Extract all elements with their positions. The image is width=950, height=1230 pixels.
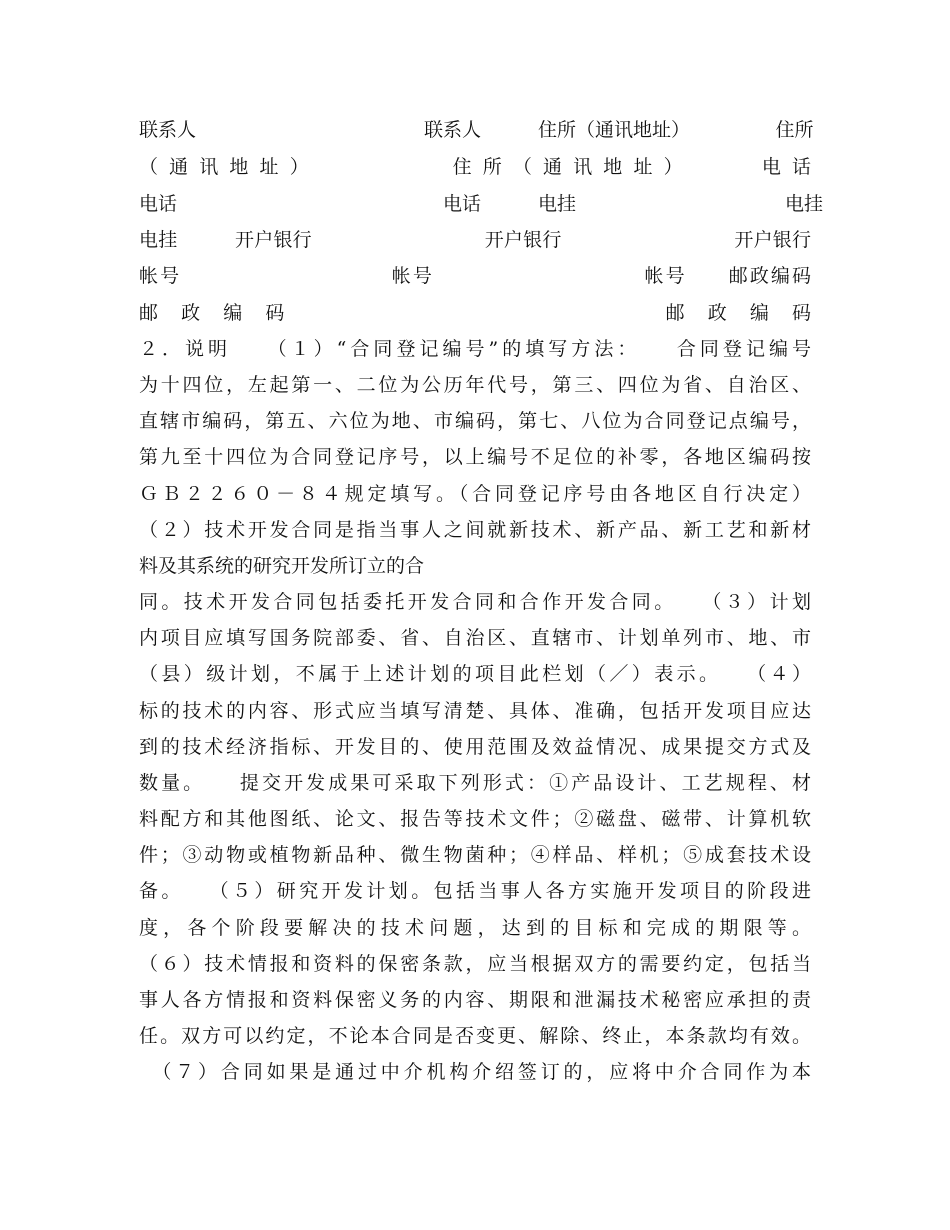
- text-line-10: 第九至十四位为合同登记序号，以上编号不足位的补零，各地区编码按: [139, 446, 811, 468]
- text-line-21: 件；③动物或植物新品种、微生物菌种；④样品、样机；⑤成套技术设: [139, 844, 811, 866]
- text-line-14: 同。技术开发合同包括委托开发合同和合作开发合同。 （３）计划: [139, 591, 811, 613]
- text-line-16: （县）级计划，不属于上述计划的项目此栏划（／）表示。 （４）: [139, 663, 811, 685]
- text-line-23: 度，各个阶段要解决的技术问题，达到的目标和完成的期限等。: [139, 917, 811, 939]
- text-line-22: 备。 （５）研究开发计划。包括当事人各方实施开发项目的阶段进: [139, 880, 811, 902]
- text-line-2: （ 通 讯 地 址 ） 住 所 （ 通 讯 地 址 ） 电 话: [139, 156, 811, 178]
- text-line-1: 联系人 联系人 住所（通讯地址） 住所: [139, 119, 814, 141]
- text-line-4: 电挂 开户银行 开户银行 开户银行: [139, 229, 811, 251]
- text-line-15: 内项目应填写国务院部委、省、自治区、直辖市、计划单列市、地、市: [139, 627, 811, 649]
- text-line-26: 任。双方可以约定，不论本合同是否变更、解除、终止，本条款均有效。: [139, 1025, 811, 1047]
- text-line-7: ２．说明 （１）“合同登记编号”的填写方法： 合同登记编号: [139, 338, 811, 360]
- text-line-12: （２）技术开发合同是指当事人之间就新技术、新产品、新工艺和新材: [139, 519, 811, 541]
- text-line-19: 数量。 提交开发成果可采取下列形式：①产品设计、工艺规程、材: [139, 772, 811, 794]
- text-line-5: 帐号 帐号 帐号 邮政编码: [139, 265, 811, 287]
- text-line-24: （６）技术情报和资料的保密条款，应当根据双方的需要约定，包括当: [139, 953, 811, 975]
- text-line-17: 标的技术的内容、形式应当填写清楚、具体、准确，包括开发项目应达: [139, 700, 811, 722]
- text-line-13: 料及其系统的研究开发所订立的合: [139, 555, 425, 577]
- text-line-8: 为十四位，左起第一、二位为公历年代号，第三、四位为省、自治区、: [139, 374, 811, 396]
- text-line-9: 直辖市编码，第五、六位为地、市编码，第七、八位为合同登记点编号，: [139, 410, 811, 432]
- text-line-6: 邮 政 编 码 邮 政 编 码: [139, 302, 811, 324]
- text-line-3: 电话 电话 电挂 电挂: [139, 193, 824, 215]
- text-line-20: 料配方和其他图纸、论文、报告等技术文件；②磁盘、磁带、计算机软: [139, 808, 811, 830]
- text-line-18: 到的技术经济指标、开发目的、使用范围及效益情况、成果提交方式及: [139, 736, 811, 758]
- text-line-25: 事人各方情报和资料保密义务的内容、期限和泄漏技术秘密应承担的责: [139, 989, 811, 1011]
- text-line-11: ＧＢ２２６０－８４规定填写。（合同登记序号由各地区自行决定）: [139, 483, 811, 505]
- text-line-27: （７）合同如果是通过中介机构介绍签订的，应将中介合同作为本: [139, 1061, 811, 1083]
